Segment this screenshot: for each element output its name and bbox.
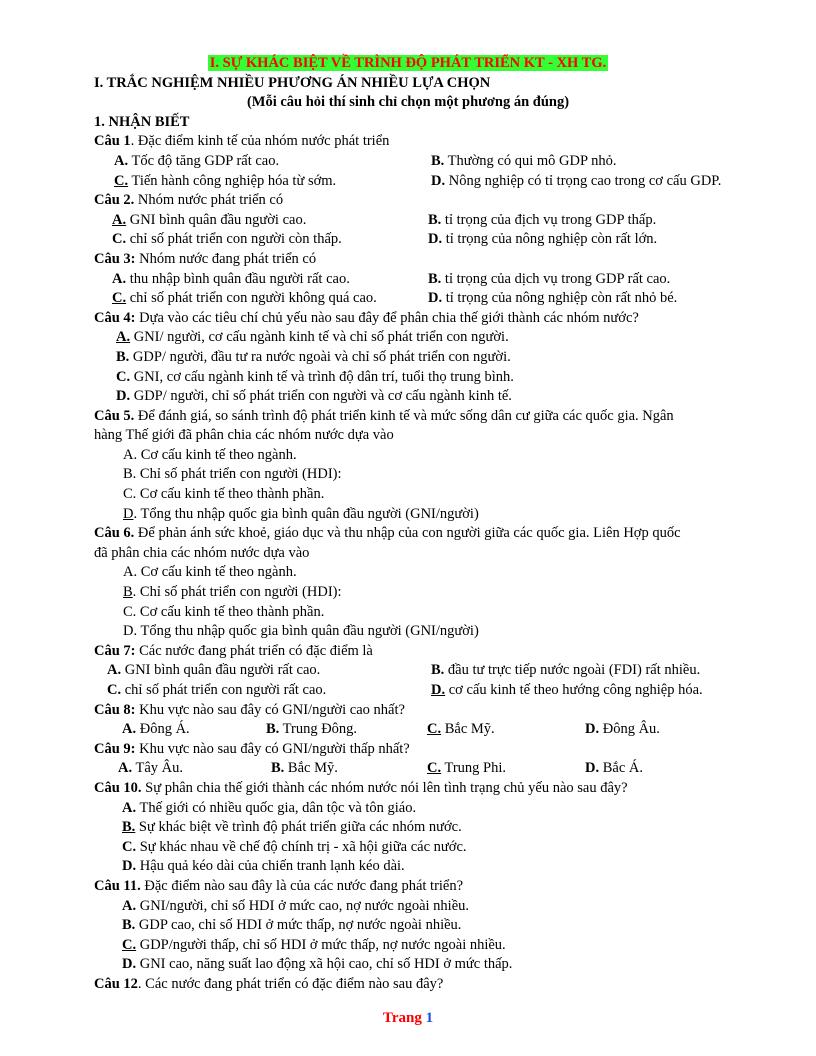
question-label: Câu 2.	[94, 192, 135, 209]
option-b: B. tỉ trọng của dịch vụ trong GDP rất cao.	[428, 270, 671, 287]
section-title: I. SỰ KHÁC BIỆT VỀ TRÌNH ĐỘ PHÁT TRIỂN KT - XH TG.	[209, 55, 607, 71]
part-heading: I. TRẮC NGHIỆM NHIỀU PHƯƠNG ÁN NHIỀU LỰA CHỌN	[94, 74, 491, 91]
question-1	[0, 132, 816, 152]
option-c-correct: C. chỉ số phát triển con người không quá cao.	[112, 290, 377, 307]
option-a: A. Tốc độ tăng GDP rất cao.	[114, 152, 280, 169]
options-row	[0, 720, 816, 740]
option-a: A. GNI bình quân đầu người rất cao.	[107, 662, 321, 679]
content	[0, 54, 816, 995]
option-b: B. Bắc Mỹ.	[271, 760, 338, 777]
option-c: C. Cơ cấu kinh tế theo thành phần.	[123, 603, 325, 620]
question-label: Câu 7:	[94, 642, 136, 659]
option-d: D. Bắc Á.	[585, 760, 643, 777]
option-b: B. đầu tư trực tiếp nước ngoài (FDI) rất nhiều.	[431, 662, 701, 679]
option-b: B. Chỉ số phát triển con người (HDI):	[123, 466, 342, 483]
question-label: Câu 8:	[94, 701, 136, 718]
option-b: B. GDP/ người, đầu tư ra nước ngoài và chỉ số phát triển con người.	[116, 348, 511, 365]
question-text: . Các nước đang phát triển có đặc điểm nào sau đây?	[137, 975, 444, 992]
question-4	[0, 309, 816, 329]
option-c: C. chỉ số phát triển con người còn thấp.	[112, 231, 342, 248]
option-b: B. GDP cao, chỉ số HDI ở mức thấp, nợ nước ngoài nhiều.	[122, 917, 462, 934]
option-c: C. GNI, cơ cấu ngành kinh tế và trình độ dân trí, tuổi thọ trung bình.	[116, 368, 514, 385]
question-label: Câu 6.	[94, 525, 135, 542]
options-row	[0, 289, 816, 309]
question-label: Câu 12	[94, 975, 138, 992]
question-label: Câu 10.	[94, 779, 142, 796]
options-row	[0, 661, 816, 681]
question-text: Các nước đang phát triển có đặc điểm là	[135, 642, 373, 659]
option-d: D. GNI cao, năng suất lao động xã hội cao, chỉ số HDI ở mức thấp.	[122, 956, 513, 973]
option-b-correct: B. Chỉ số phát triển con người (HDI):	[123, 584, 342, 601]
option-d: D. tỉ trọng của nông nghiệp còn rất nhỏ bé.	[428, 290, 678, 307]
question-5-continued: hàng Thế giới đã phân chia các nhóm nước dựa vào	[94, 427, 394, 444]
option-b: B. Thường có qui mô GDP nhỏ.	[431, 152, 617, 169]
question-label: Câu 5.	[94, 407, 135, 424]
option-c: C. Cơ cấu kinh tế theo thành phần.	[123, 486, 325, 503]
option-c: C. chỉ số phát triển con người rất cao.	[107, 682, 327, 698]
question-9	[0, 740, 816, 760]
section-title-line	[0, 54, 816, 74]
option-a-correct: A. GNI bình quân đầu người cao.	[112, 211, 307, 228]
options-row	[0, 270, 816, 290]
option-a: A. Thế giới có nhiều quốc gia, dân tộc và tôn giáo.	[122, 799, 417, 816]
option-b-correct: B. Sự khác biệt về trình độ phát triển giữa các nhóm nước.	[122, 819, 462, 836]
question-label: Câu 9:	[94, 740, 136, 757]
option-a: A. GNI/người, chỉ số HDI ở mức cao, nợ nước ngoài nhiều.	[122, 897, 470, 914]
option-c-correct: C. Trung Phi.	[427, 760, 506, 777]
question-text: Đặc điểm nào sau đây là của các nước đang phát triển?	[140, 877, 464, 894]
option-a-correct: A. GNI/ người, cơ cấu ngành kinh tế và chỉ số phát triển con người.	[116, 329, 509, 346]
question-label: Câu 11.	[94, 877, 141, 894]
option-c-correct: C. Tiến hành công nghiệp hóa từ sớm.	[114, 172, 337, 189]
question-8	[0, 701, 816, 721]
option-a: A. Đông Á.	[122, 721, 190, 738]
option-d: D. Đông Âu.	[585, 721, 660, 738]
options-row	[0, 230, 816, 250]
options-row	[0, 172, 816, 192]
option-d: D. Tổng thu nhập quốc gia bình quân đầu người (GNI/người)	[123, 623, 479, 640]
option-b: B. tỉ trọng của địch vụ trong GDP thấp.	[428, 211, 657, 228]
question-6	[0, 524, 816, 544]
level-heading: 1. NHẬN BIẾT	[94, 113, 190, 130]
options-row	[0, 759, 816, 779]
page-label: Trang	[382, 1010, 422, 1026]
question-label: Câu 4:	[94, 309, 136, 326]
option-c-correct: C. Bắc Mỹ.	[427, 721, 495, 738]
option-d: D. tỉ trọng của nông nghiệp còn rất lớn.	[428, 231, 658, 248]
option-a: A. thu nhập bình quân đầu người rất cao.	[112, 270, 350, 287]
option-c-correct: C. GDP/người thấp, chỉ số HDI ở mức thấp, nợ nước ngoài nhiều.	[122, 936, 506, 953]
option-d-correct: D. cơ cấu kinh tế theo hướng công nghiệp hóa.	[431, 682, 703, 698]
option-d: D. GDP/ người, chỉ số phát triển con người và cơ cấu ngành kinh tế.	[116, 388, 512, 405]
question-3	[0, 250, 816, 270]
question-7	[0, 642, 816, 662]
question-11	[0, 877, 816, 897]
option-b: B. Trung Đông.	[266, 721, 358, 738]
instruction: (Mỗi câu hỏi thí sinh chỉ chọn một phương án đúng)	[246, 94, 570, 111]
question-text: Khu vực nào sau đây có GNI/người thấp nhất?	[135, 740, 410, 757]
question-text: Dựa vào các tiêu chí chủ yếu nào sau đây để phân chia thế giới thành các nhóm nước?	[135, 309, 639, 326]
question-text: Khu vực nào sau đây có GNI/người cao nhất?	[135, 701, 405, 718]
question-text: Nhóm nước phát triển có	[134, 192, 284, 209]
question-text: . Đặc điểm kinh tế của nhóm nước phát triển	[130, 133, 390, 150]
option-c: C. Sự khác nhau về chế độ chính trị - xã hội giữa các nước.	[122, 838, 467, 855]
page-footer	[0, 1010, 816, 1027]
options-row	[0, 152, 816, 172]
option-a: A. Cơ cấu kinh tế theo ngành.	[123, 446, 297, 463]
page-number: 1	[425, 1010, 434, 1026]
option-d: D. Nông nghiệp có tỉ trọng cao trong cơ cấu GDP.	[431, 172, 722, 189]
question-12	[0, 975, 816, 995]
question-text: Sự phân chia thế giới thành các nhóm nước nói lên tình trạng chủ yếu nào sau đây?	[141, 779, 628, 796]
option-a: A. Cơ cấu kinh tế theo ngành.	[123, 564, 297, 581]
option-a: A. Tây Âu.	[118, 760, 183, 777]
options-row	[0, 681, 816, 701]
question-text: Để phản ánh sức khoẻ, giáo dục và thu nhập của con người giữa các quốc gia. Liên Hợp quốc	[134, 525, 681, 542]
option-d-correct: D. Tổng thu nhập quốc gia bình quân đầu người (GNI/người)	[123, 505, 479, 522]
question-10	[0, 779, 816, 799]
question-text: Nhóm nước đang phát triển có	[135, 250, 317, 267]
question-2	[0, 191, 816, 211]
question-label: Câu 1	[94, 133, 131, 150]
question-5	[0, 407, 816, 427]
options-row	[0, 211, 816, 231]
option-d: D. Hậu quả kéo dài của chiến tranh lạnh kéo dài.	[122, 858, 405, 875]
question-label: Câu 3:	[94, 250, 136, 267]
question-text: Để đánh giá, so sánh trình độ phát triển kinh tế và mức sống dân cư giữa các quốc gia. Ngân	[134, 407, 674, 424]
question-6-continued: đã phân chia các nhóm nước dựa vào	[94, 544, 310, 561]
